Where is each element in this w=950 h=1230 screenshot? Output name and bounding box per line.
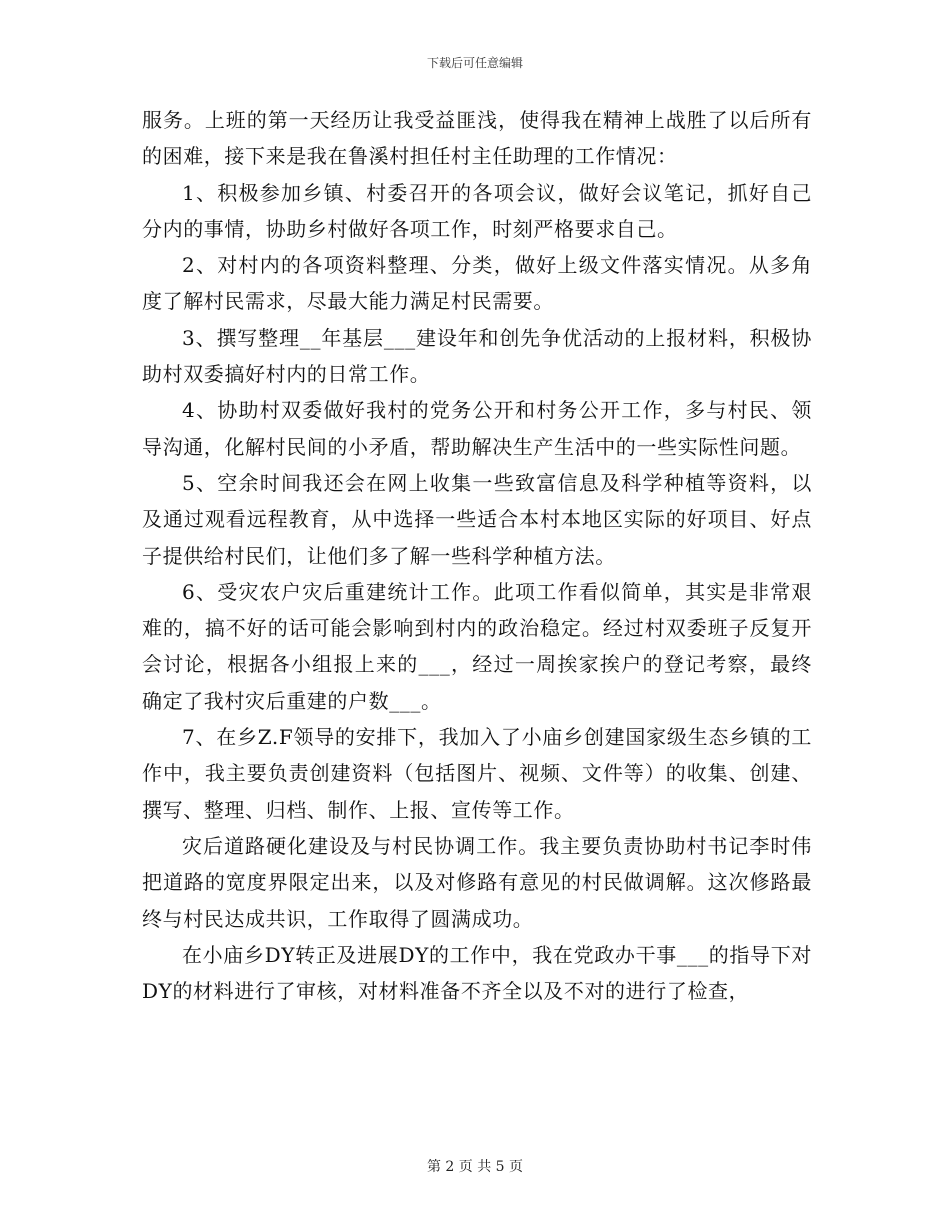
page-number: 第 2 页 共 5 页 — [426, 1159, 524, 1175]
paragraph-intro: 服务。上班的第一天经历让我受益匪浅，使得我在精神上战胜了以后所有的困难，接下来是我在鲁溪村担任村主任助理的工作情况： — [142, 108, 812, 169]
document-body — [142, 102, 812, 1009]
paragraph-item-7: 7、在乡Z.F领导的安排下，我加入了小庙乡创建国家级生态乡镇的工作中，我主要负责创建资料（包括图片、视频、文件等）的收集、创建、撰写、整理、归档、制作、上报、宣传等工作。 — [142, 725, 812, 822]
paragraph-item-6: 6、受灾农户灾后重建统计工作。此项工作看似简单，其实是非常艰难的，搞不好的话可能会影响到村内的政治稳定。经过村双委班子反复开会讨论，根据各小组报上来的___，经过一周挨家挨户的登记考察，最终确定了我村灾后重建的户数___。 — [142, 579, 812, 713]
paragraph-item-3: 3、撰写整理__年基层___建设年和创先争优活动的上报材料，积极协助村双委搞好村内的日常工作。 — [142, 325, 812, 387]
paragraph-road-work: 灾后道路硬化建设及与村民协调工作。我主要负责协助村书记李时伟把道路的宽度界限定出来，以及对修路有意见的村民做调解。这次修路最终与村民达成共识，工作取得了圆满成功。 — [142, 833, 812, 931]
paragraph-item-5: 5、空余时间我还会在网上收集一些致富信息及科学种植等资料，以及通过观看远程教育，从中选择一些适合本村本地区实际的好项目、好点子提供给村民们，让他们多了解一些科学种植方法。 — [142, 470, 812, 568]
paragraph-item-4: 4、协助村双委做好我村的党务公开和村务公开工作，多与村民、领导沟通，化解村民间的小矛盾，帮助解决生产生活中的一些实际性问题。 — [142, 398, 812, 459]
paragraph-dy-work: 在小庙乡DY转正及进展DY的工作中，我在党政办干事___的指导下对DY的材料进行了审核，对材料准备不齐全以及不对的进行了检查， — [142, 942, 812, 1004]
paragraph-item-1: 1、积极参加乡镇、村委召开的各项会议，做好会议笔记，抓好自己分内的事情，协助乡村做好各项工作，时刻严格要求自己。 — [142, 180, 812, 241]
page-header-note: 下载后可任意编辑 — [426, 56, 523, 70]
paragraph-item-2: 2、对村内的各项资料整理、分类，做好上级文件落实情况。从多角度了解村民需求，尽最大能力满足村民需要。 — [142, 253, 812, 314]
